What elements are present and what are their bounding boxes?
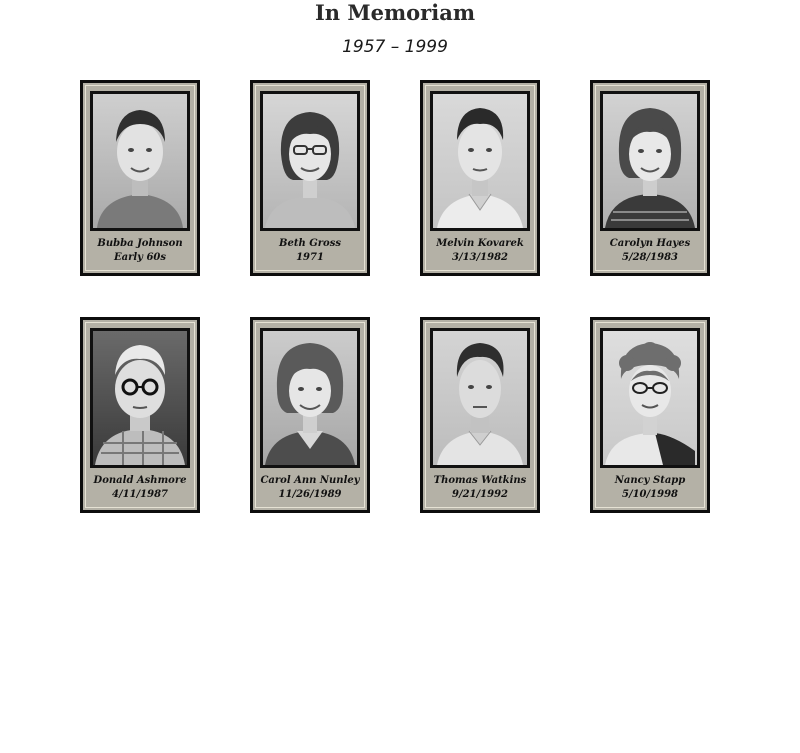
memorial-card: [80, 317, 200, 513]
portrait-photo: [600, 328, 700, 468]
portrait-photo: [600, 91, 700, 231]
memorial-card: [250, 80, 370, 276]
portrait-photo: [90, 91, 190, 231]
memorial-date: 9/21/1992: [451, 489, 508, 500]
male-portrait-icon: [93, 94, 187, 228]
male-portrait-glasses-icon: [93, 331, 187, 465]
portrait-photo: [430, 91, 530, 231]
memorial-name: Carol Ann Nunley: [260, 475, 360, 486]
memorial-date: 4/11/1987: [111, 489, 168, 500]
male-portrait-icon: [433, 94, 527, 228]
female-portrait-icon: [263, 331, 357, 465]
female-portrait-glasses-icon: [263, 94, 357, 228]
memorial-date: 3/13/1982: [451, 252, 508, 263]
memorial-name: Carolyn Hayes: [609, 238, 691, 249]
portrait-photo: [260, 328, 360, 468]
memorial-name: Bubba Johnson: [97, 238, 183, 249]
female-portrait-icon: [603, 94, 697, 228]
memorial-card: [590, 317, 710, 513]
memorial-name: Nancy Stapp: [614, 475, 686, 486]
male-portrait-icon: [433, 331, 527, 465]
memorial-date: 5/28/1983: [621, 252, 678, 263]
portrait-photo: [260, 91, 360, 231]
memorial-card: [590, 80, 710, 276]
page-title: In Memoriam: [314, 0, 476, 25]
female-portrait-glasses-icon: [603, 331, 697, 465]
memorial-name: Donald Ashmore: [93, 475, 187, 486]
memorial-name: Beth Gross: [279, 238, 341, 249]
memorial-name: Thomas Watkins: [433, 475, 527, 486]
memorial-grid: [80, 80, 710, 513]
memorial-date: 5/10/1998: [621, 489, 678, 500]
memorial-card: [250, 317, 370, 513]
portrait-photo: [430, 328, 530, 468]
memorial-date: 11/26/1989: [278, 489, 342, 500]
page-subtitle: 1957 – 1999: [342, 37, 448, 57]
memorial-name: Melvin Kovarek: [436, 238, 524, 249]
memorial-card: [80, 80, 200, 276]
memorial-card: [420, 317, 540, 513]
memorial-card: [420, 80, 540, 276]
portrait-photo: [90, 328, 190, 468]
memorial-date: 1971: [296, 252, 324, 263]
memorial-date: Early 60s: [113, 252, 166, 263]
